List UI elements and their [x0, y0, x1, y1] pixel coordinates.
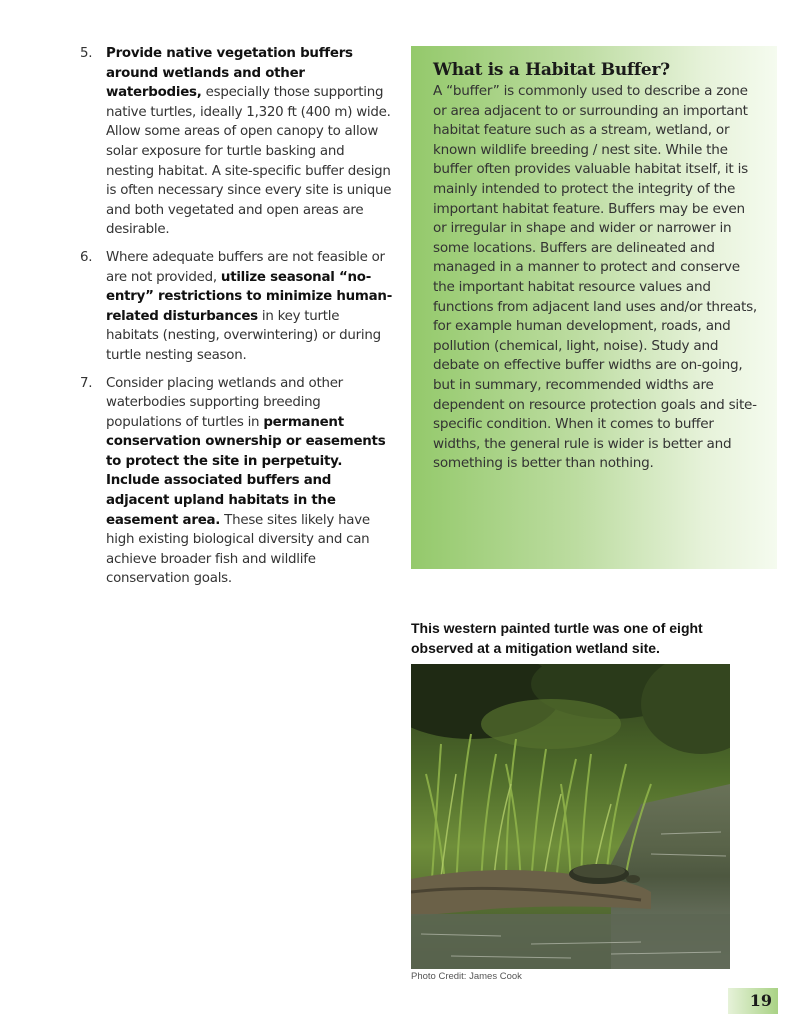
recommendation-list [80, 44, 392, 597]
item-bold-text: Provide native vegetation buffers around wetlands and other waterbodies, [106, 46, 353, 101]
habitat-buffer-sidebar [411, 46, 777, 569]
item-text [106, 46, 391, 237]
sidebar-body: A “buffer” is commonly used to describe a zone or area adjacent to or surrounding an important habitat feature such as a stream, wetland, or known wildlife breeding / nest site. While the buffer often provides valuable habitat itself, it is mainly intended to protect the integrity of the important habitat feature. Buffers may be even or irregular in shape and wider or narrower in some locations. Buffers are delineated and managed in a manner to protect and conserve the important habitat resource values and functions from adjacent land uses and/or threats, for example human development, roads, and pollution (chemical, light, noise). Study and debate on effective buffer widths are on-going, but in summary, recommended widths are dependent on resource protection goals and site-specific condition. When it comes to buffer widths, the general rule is wider is better and something is better than nothing. [433, 83, 757, 472]
item-text [106, 250, 392, 363]
list-item [80, 248, 392, 366]
item-plain-text: in key turtle habitats (nesting, overwintering) or during turtle nesting season. [106, 308, 381, 363]
item-plain-text: Where adequate buffers are not feasible or are not provided, [106, 249, 385, 285]
sidebar-title: What is a Habitat Buffer? [433, 60, 670, 80]
turtle-photo [411, 664, 730, 969]
item-plain-text: These sites likely have high existing biological diversity and can achieve broader fish and wildlife conservation goals. [106, 512, 370, 587]
page-number-box [728, 988, 778, 1014]
item-plain-text: especially those supporting native turtles, ideally 1,320 ft (400 m) wide. Allow some areas of open canopy to allow solar exposure for turtle basking and nesting habitat. A site-specific buffer design is often necessary since every site is unique and both vegetated and open areas are desirable. [106, 85, 392, 238]
item-text [106, 376, 385, 587]
item-number: 5. [80, 46, 93, 61]
photo-credit: Photo Credit: James Cook [411, 971, 522, 982]
list-item [80, 374, 392, 590]
item-bold-text: permanent conservation ownership or easements to protect the site in perpetuity. Include associated buffers and adjacent upland habitats in the easement area. [106, 414, 386, 528]
page-number: 19 [749, 991, 772, 1010]
photo-caption: This western painted turtle was one of eight observed at a mitigation wetland site. [411, 620, 703, 656]
item-plain-text: Consider placing wetlands and other waterbodies supporting breeding populations of turtles in [106, 375, 343, 430]
item-number: 6. [80, 249, 93, 265]
list-item [80, 44, 392, 240]
item-bold-text: utilize seasonal “no-entry” restrictions to minimize human-related disturbances [106, 269, 393, 324]
item-number: 7. [80, 375, 93, 391]
